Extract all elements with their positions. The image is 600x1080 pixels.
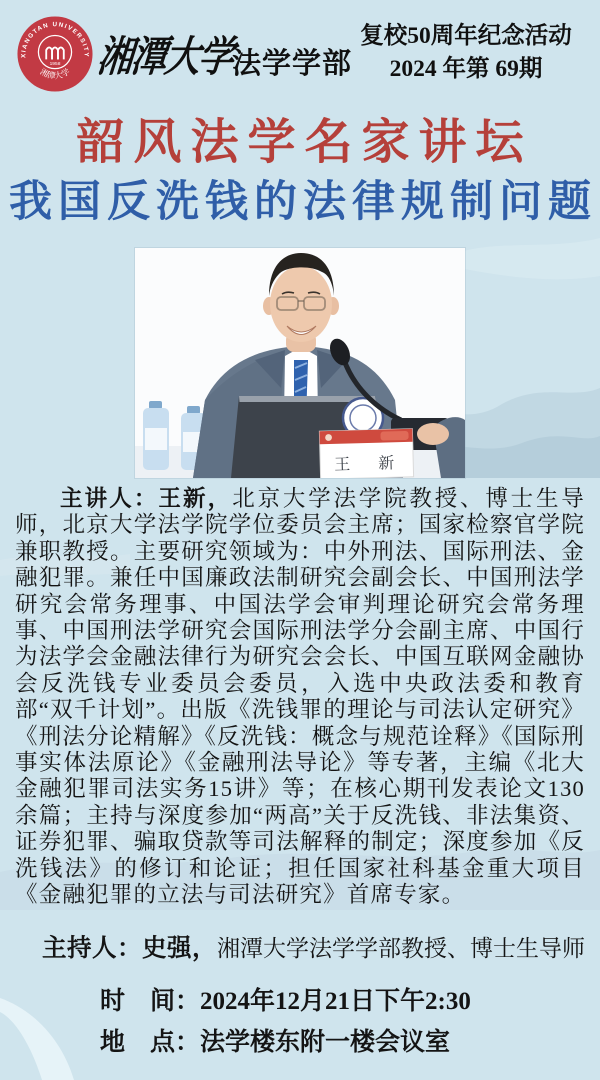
time-value: 2024年12月21日下午2:30 [200, 988, 471, 1015]
place-label: 地 点： [100, 1029, 201, 1056]
lecture-title: 我国反洗钱的法律规制问题 [9, 179, 597, 226]
name-card [319, 429, 413, 478]
speaker-bio-text: 北京大学法学院教授、博士生导师，北京大学法学院学位委员会主席；国家检察官学院兼职教授。主要研究领域为：中外刑法、国际刑法、金融犯罪。兼任中国廉政法制研究会副会长、中国刑法学研究会常务理事、中国法学会审判理论研究会常务理事、中国刑法学研究会国际刑法学分会副主席、中国行为法学会金融法律行为研究会会长、中国互联网金融协会反洗钱专业委员会委员，入选中央政法委和教育部“双千计划”。出版《洗钱罪的理论与司法认定研究》《刑法分论精解》《反洗钱：概念与规范诠释》《国际刑事实体法原论》《金融刑法导论》等专著，主编《北大金融犯罪司法实务15讲》等；在核心期刊发表论文130余篇；主持与深度参加“两高”关于反洗钱、非法集资、证券犯罪、骗取贷款等司法解释的制定；深度参加《反洗钱法》的修订和论证；担任国家社科基金重大项目《金融犯罪的立法与司法研究》首席专家。 [15, 486, 586, 908]
seal-arc-text: XIANGTAN UNIVERSITY [20, 21, 90, 59]
university-name-calligraphy: 湘潭大学 [95, 35, 235, 81]
place-value: 法学楼东附一楼会议室 [200, 1029, 451, 1056]
host-line [42, 929, 585, 964]
host-desc: 湘潭大学法学学部教授、博士生导师 [217, 936, 585, 961]
forum-title: 韶风法学名家讲坛 [76, 116, 533, 169]
place-row [100, 1022, 450, 1058]
time-label: 时 间： [100, 988, 201, 1015]
department-name: 法学学部 [232, 48, 353, 80]
speaker-photo [135, 248, 465, 478]
time-row [100, 981, 471, 1017]
series-line2: 2024 年第 69期 [389, 56, 543, 82]
speaker-lead: 主讲人：王新， [60, 486, 233, 511]
speaker-bio-paragraph [15, 486, 585, 909]
host-lead: 主持人：史强， [42, 935, 217, 962]
series-line1: 复校50周年纪念活动 [360, 23, 572, 49]
seal-year: 1958 [49, 62, 61, 68]
series-issue-block [348, 20, 584, 86]
name-card-text: 王 新 [334, 455, 401, 474]
university-seal-logo [16, 15, 94, 93]
seal-bottom-text: 湘潭大学 [38, 67, 72, 81]
